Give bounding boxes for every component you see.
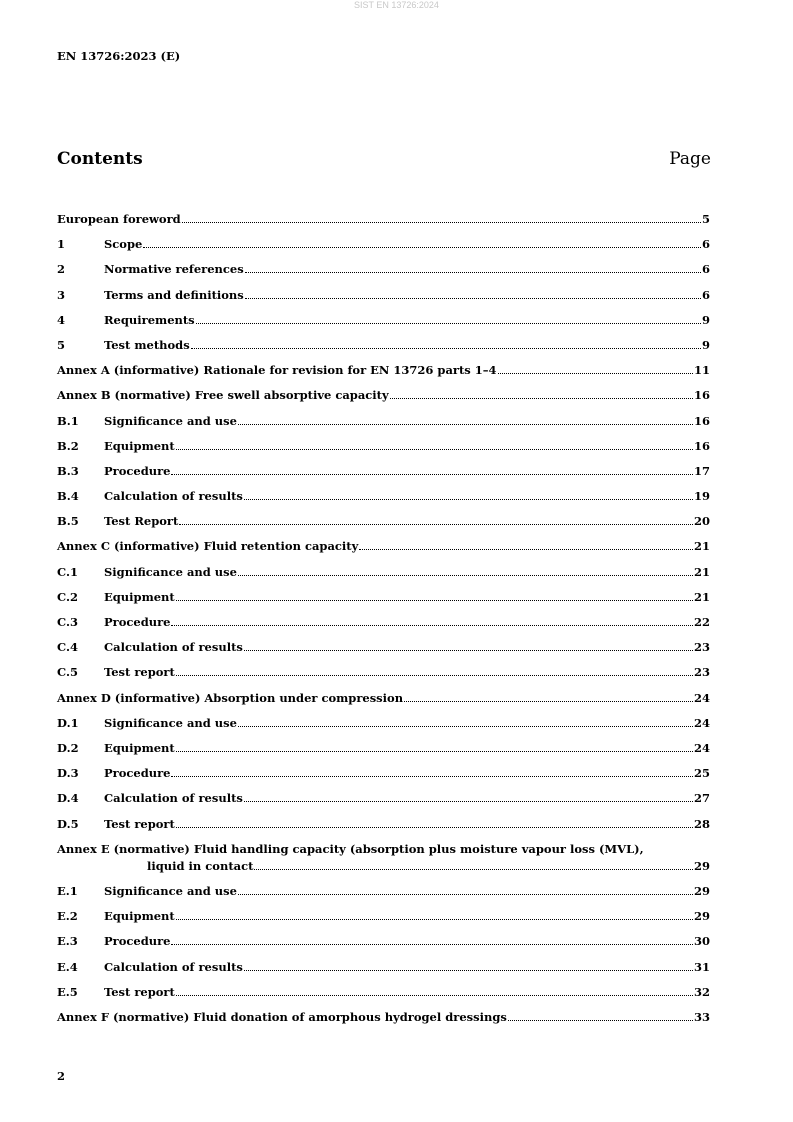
toc-dot-leader [171, 474, 693, 475]
toc-entry-number: B.3 [57, 463, 79, 478]
toc-entry[interactable] [57, 286, 710, 311]
toc-dot-leader [191, 348, 701, 349]
toc-dot-leader [176, 449, 693, 450]
toc-entry-title: Annex B (normative) Free swell absorptive capacity [57, 388, 389, 403]
toc-entry[interactable] [57, 815, 710, 840]
page-column-heading: Page [669, 149, 711, 169]
toc-entry-page: 29 [693, 883, 710, 898]
toc-entry[interactable] [57, 1008, 710, 1033]
toc-entry-number: D.4 [57, 791, 79, 806]
toc-dot-leader [176, 919, 693, 920]
toc-entry[interactable] [57, 840, 710, 882]
toc-entry[interactable] [57, 907, 710, 932]
toc-dot-leader [498, 373, 693, 374]
toc-dot-leader [245, 272, 701, 273]
toc-dot-leader [404, 701, 693, 702]
toc-entry-page: 9 [701, 312, 710, 327]
toc-entry-title: Test methods [104, 337, 190, 352]
toc-entry[interactable] [57, 689, 710, 714]
toc-entry-number: 1 [57, 237, 66, 252]
toc-entry[interactable] [57, 663, 710, 688]
toc-dot-leader [171, 625, 693, 626]
toc-entry-title: Annex F (normative) Fluid donation of amorphous hydrogel dressings [57, 1009, 507, 1024]
toc-entry-title: Procedure [104, 934, 171, 949]
toc-entry-title: Equipment [104, 438, 175, 453]
toc-entry-title: Significance and use [104, 564, 237, 579]
toc-entry[interactable] [57, 512, 710, 537]
toc-entry[interactable] [57, 336, 710, 361]
toc-entry-number: E.5 [57, 984, 78, 999]
toc-entry-number: E.2 [57, 909, 78, 924]
toc-dot-leader [171, 776, 693, 777]
toc-entry-title: Equipment [104, 740, 175, 755]
toc-entry-number: B.2 [57, 438, 79, 453]
toc-entry[interactable] [57, 210, 710, 235]
toc-entry-page: 21 [693, 539, 710, 554]
toc-entry-number: B.1 [57, 413, 79, 428]
toc-entry[interactable] [57, 311, 710, 336]
toc-entry-page: 21 [693, 589, 710, 604]
toc-entry-number: 3 [57, 287, 66, 302]
page-number: 2 [57, 1069, 66, 1083]
toc-entry-title: Equipment [104, 909, 175, 924]
toc-dot-leader [244, 499, 693, 500]
toc-entry-page: 5 [701, 212, 710, 226]
toc-entry[interactable] [57, 638, 710, 663]
toc-entry-title: Annex D (informative) Absorption under compression [57, 690, 404, 705]
toc-entry-number: E.3 [57, 934, 78, 949]
toc-entry[interactable] [57, 714, 710, 739]
toc-dot-leader [359, 549, 693, 550]
toc-entry-page: 6 [701, 262, 710, 277]
toc-entry-number: C.5 [57, 665, 78, 680]
toc-entry[interactable] [57, 437, 710, 462]
toc-dot-leader [390, 398, 693, 399]
toc-entry-number: D.1 [57, 715, 79, 730]
toc-entry-page: 16 [693, 413, 710, 428]
toc-entry-title: Annex A (informative) Rationale for revision for EN 13726 parts 1–4 [57, 363, 497, 378]
toc-dot-leader [176, 995, 693, 996]
toc-dot-leader [143, 247, 701, 248]
toc-entry-page: 6 [701, 237, 710, 252]
toc-entry-number: D.3 [57, 766, 79, 781]
toc-dot-leader [238, 726, 693, 727]
toc-entry-title: Equipment [104, 589, 175, 604]
toc-entry-number: C.1 [57, 564, 78, 579]
toc-entry[interactable] [57, 764, 710, 789]
toc-entry-number: 4 [57, 312, 66, 327]
toc-entry-title: Significance and use [104, 715, 237, 730]
toc-entry-number: D.2 [57, 740, 79, 755]
toc-entry[interactable] [57, 613, 710, 638]
toc-entry-title: Calculation of results [104, 791, 243, 806]
toc-dot-leader [196, 323, 701, 324]
toc-entry-number: B.5 [57, 514, 79, 529]
toc-entry-page: 23 [693, 640, 710, 655]
toc-entry-page: 25 [693, 766, 710, 781]
document-identifier: EN 13726:2023 (E) [57, 49, 181, 63]
toc-entry[interactable] [57, 882, 710, 907]
toc-entry-page: 6 [701, 287, 710, 302]
toc-entry[interactable] [57, 235, 710, 260]
toc-entry-page: 23 [693, 665, 710, 680]
toc-entry-title-continued: liquid in contact [147, 858, 254, 873]
toc-entry-title: Requirements [104, 312, 195, 327]
contents-heading: Contents [57, 149, 143, 169]
toc-entry-page: 22 [693, 615, 710, 629]
toc-entry-title: European foreword [57, 212, 181, 226]
toc-entry-title: Significance and use [104, 883, 237, 898]
watermark: SIST EN 13726:2024 [354, 0, 439, 10]
toc-entry-number: E.1 [57, 883, 78, 898]
toc-entry-title: Procedure [104, 766, 171, 781]
toc-entry-title: Annex E (normative) Fluid handling capacity (absorption plus moisture vapour loss (MVL), [57, 841, 644, 856]
toc-dot-leader [254, 869, 693, 870]
toc-dot-leader [176, 675, 693, 676]
toc-entry-page: 17 [693, 463, 710, 478]
toc-entry-title: Significance and use [104, 413, 237, 428]
toc-entry-page: 16 [693, 438, 710, 453]
toc-entry[interactable] [57, 386, 710, 411]
toc-dot-leader [238, 894, 693, 895]
toc-dot-leader [245, 298, 701, 299]
toc-entry[interactable] [57, 563, 710, 588]
toc-dot-leader [244, 650, 693, 651]
toc-entry-page: 30 [693, 934, 710, 949]
toc-entry-title: Terms and definitions [104, 287, 244, 302]
toc-entry[interactable] [57, 983, 710, 1008]
toc-entry-title: Normative references [104, 262, 244, 277]
toc-entry-title: Scope [104, 237, 143, 252]
toc-entry[interactable] [57, 462, 710, 487]
toc-entry-number: 2 [57, 262, 66, 277]
toc-entry-title: Annex C (informative) Fluid retention capacity [57, 539, 359, 554]
toc-entry-title: Calculation of results [104, 489, 243, 504]
toc-entry-page: 11 [693, 363, 710, 378]
toc-dot-leader [176, 827, 693, 828]
toc-entry-page: 20 [693, 514, 710, 529]
toc-entry-page: 24 [693, 740, 710, 755]
toc-entry[interactable] [57, 789, 710, 814]
toc-entry-title: Test Report [104, 514, 179, 529]
toc-entry[interactable] [57, 739, 710, 764]
toc-dot-leader [244, 970, 693, 971]
toc-entry-page: 27 [693, 791, 710, 806]
toc-entry-number: E.4 [57, 959, 78, 974]
toc-entry[interactable] [57, 260, 710, 285]
toc-dot-leader [238, 424, 693, 425]
toc-entry-number: C.2 [57, 589, 78, 604]
toc-dot-leader [179, 524, 693, 525]
toc-entry[interactable] [57, 537, 710, 562]
toc-entry-page: 16 [693, 388, 710, 403]
toc-entry[interactable] [57, 932, 710, 957]
toc-entry-number: B.4 [57, 489, 79, 504]
toc-entry[interactable] [57, 361, 710, 386]
toc-entry-number: C.3 [57, 615, 78, 629]
toc-entry-number: D.5 [57, 816, 79, 831]
toc-entry-page: 32 [693, 984, 710, 999]
toc-entry-title: Calculation of results [104, 959, 243, 974]
toc-entry-title: Test report [104, 816, 175, 831]
toc-entry-page: 33 [693, 1009, 710, 1024]
toc-dot-leader [171, 944, 693, 945]
toc-dot-leader [238, 575, 693, 576]
toc-entry-page: 29 [693, 909, 710, 924]
toc-dot-leader [182, 222, 701, 223]
toc-entry-page: 29 [693, 858, 710, 873]
toc-entry-title: Test report [104, 984, 175, 999]
toc-entry[interactable] [57, 588, 710, 613]
toc-entry-page: 19 [693, 489, 710, 504]
toc-entry-page: 31 [693, 959, 710, 974]
toc-entry-title: Test report [104, 665, 175, 680]
toc-entry-title: Procedure [104, 615, 171, 629]
table-of-contents [57, 210, 710, 1033]
toc-entry-page: 24 [693, 715, 710, 730]
toc-entry-number: C.4 [57, 640, 78, 655]
toc-entry-number: 5 [57, 337, 66, 352]
toc-entry[interactable] [57, 487, 710, 512]
toc-entry[interactable] [57, 958, 710, 983]
toc-entry-page: 28 [693, 816, 710, 831]
toc-entry-title: Procedure [104, 463, 171, 478]
toc-entry[interactable] [57, 412, 710, 437]
toc-dot-leader [176, 751, 693, 752]
toc-entry-page: 24 [693, 690, 710, 705]
toc-entry-page: 21 [693, 564, 710, 579]
toc-dot-leader [176, 600, 693, 601]
toc-dot-leader [508, 1020, 693, 1021]
toc-entry-page: 9 [701, 337, 710, 352]
toc-entry-title: Calculation of results [104, 640, 243, 655]
toc-dot-leader [244, 801, 693, 802]
